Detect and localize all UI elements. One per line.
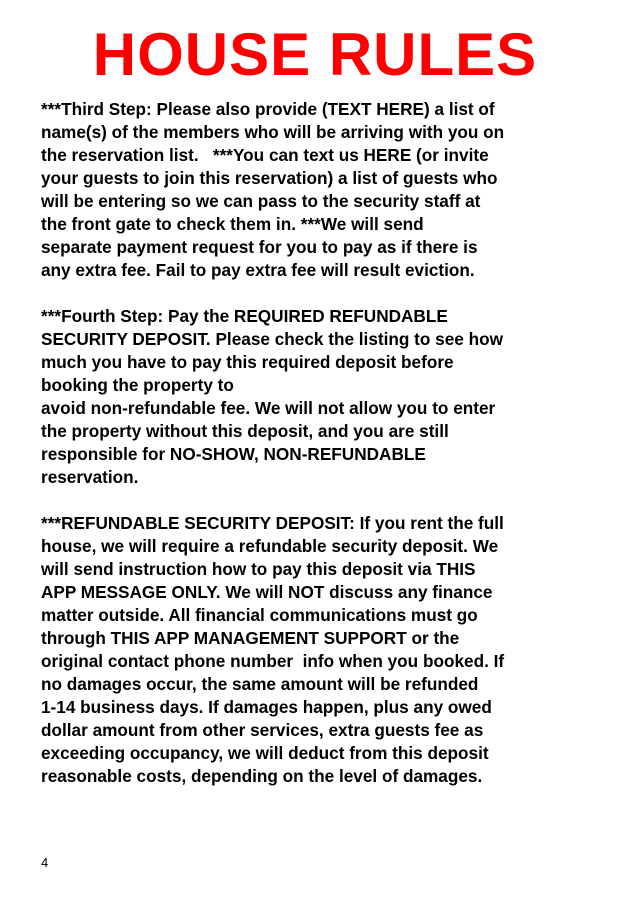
text-line: name(s) of the members who will be arriving with you on [41, 122, 505, 142]
text-line: any extra fee. Fail to pay extra fee will result eviction. [41, 260, 475, 280]
text-line: reservation. [41, 467, 139, 487]
text-line: your guests to join this reservation) a list of guests who [41, 168, 498, 188]
text-line: will send instruction how to pay this deposit via THIS [41, 559, 476, 579]
paragraph-security-deposit [41, 512, 601, 788]
text-line: 1-14 business days. If damages happen, plus any owed [41, 697, 492, 717]
text-line: booking the property to [41, 375, 234, 395]
text-line: original contact phone number info when you booked. If [41, 651, 505, 671]
text-line: SECURITY DEPOSIT. Please check the listing to see how [41, 329, 503, 349]
text-line: exceeding occupancy, we will deduct from this deposit [41, 743, 489, 763]
page-number: 4 [41, 855, 49, 870]
paragraph-fourth-step [41, 305, 601, 489]
text-line: much you have to pay this required deposit before [41, 352, 454, 372]
text-line: ***REFUNDABLE SECURITY DEPOSIT: If you rent the full [41, 513, 504, 533]
text-line: matter outside. All financial communications must go [41, 605, 478, 625]
text-line: the front gate to check them in. ***We will send [41, 214, 424, 234]
text-line: APP MESSAGE ONLY. We will NOT discuss any finance [41, 582, 493, 602]
paragraph-third-step [41, 98, 601, 282]
text-line: ***Fourth Step: Pay the REQUIRED REFUNDABLE [41, 306, 448, 326]
text-line: the reservation list. ***You can text us HERE (or invite [41, 145, 489, 165]
text-line: reasonable costs, depending on the level of damages. [41, 766, 483, 786]
text-line: avoid non-refundable fee. We will not allow you to enter [41, 398, 496, 418]
text-line: through THIS APP MANAGEMENT SUPPORT or the [41, 628, 460, 648]
text-line: the property without this deposit, and you are still [41, 421, 449, 441]
text-line: no damages occur, the same amount will be refunded [41, 674, 479, 694]
text-line: responsible for NO-SHOW, NON-REFUNDABLE [41, 444, 426, 464]
text-line: dollar amount from other services, extra guests fee as [41, 720, 484, 740]
rules-body [41, 98, 601, 811]
text-line: ***Third Step: Please also provide (TEXT HERE) a list of [41, 99, 495, 119]
page-title: HOUSE RULES [92, 21, 538, 88]
text-line: house, we will require a refundable security deposit. We [41, 536, 499, 556]
text-line: separate payment request for you to pay as if there is [41, 237, 478, 257]
text-line: will be entering so we can pass to the security staff at [41, 191, 481, 211]
